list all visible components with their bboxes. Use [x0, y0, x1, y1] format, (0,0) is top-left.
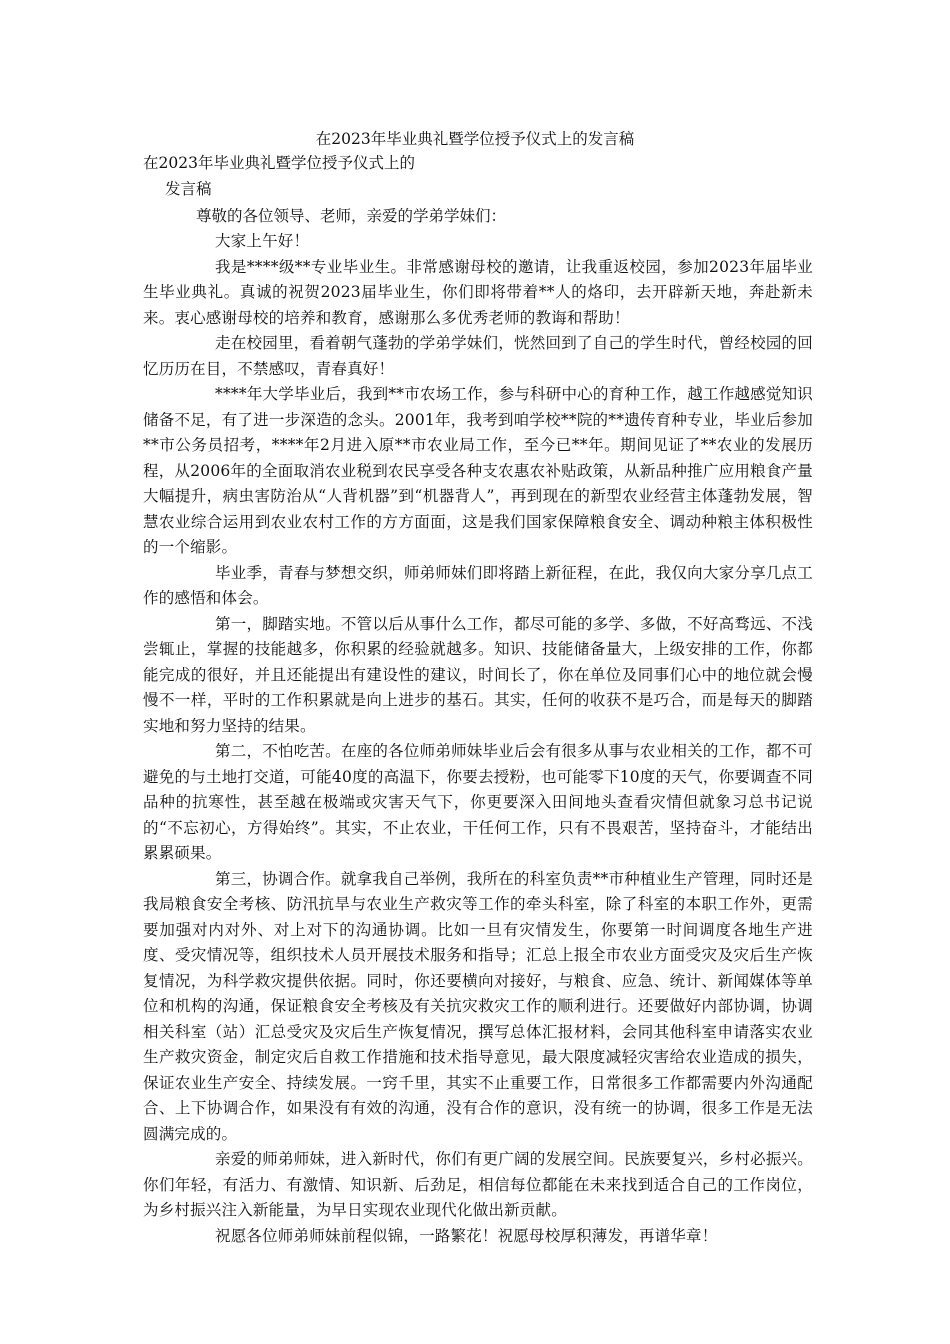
paragraph-closing-wishes: 祝愿各位师弟师妹前程似锦，一路繁花！祝愿母校厚积薄发，再谱华章！: [215, 1226, 718, 1245]
paragraph-encouragement: 亲爱的师弟师妹，进入新时代，你们有更广阔的发展空间。民族要复兴，乡村必振兴。你们年轻，有活力、有激情、知识新、后劲足，相信每位都能在未来找到适合自己的工作岗位，为乡村振兴注入新能量，为早日实现农业现代化做出新贡献。: [143, 1150, 813, 1219]
paragraph-point-three: 第三，协调合作。就拿我自己举例，我所在的科室负责**市种植业生产管理，同时还是我局粮食安全考核、防汛抗旱与农业生产救灾等工作的牵头科室，除了科室的本职工作外，更需要加强对内对外、对上对下的沟通协调。比如一旦有灾情发生，你要第一时间调度各地生产进度、受灾情况等，组织技术人员开展技术服务和指导；汇总上报全市农业方面受灾及灾后生产恢复情况，为科学救灾提供依据。同时，你还要横向对接好，与粮食、应急、统计、新闻媒体等单位和机构的沟通，保证粮食安全考核及有关抗灾救灾工作的顺利进行。还要做好内部协调，协调相关科室（站）汇总受灾及灾后生产恢复情况，撰写总体汇报材料，会同其他科室申请落实农业生产救灾资金，制定灾后自救工作措施和技术指导意见，最大限度减轻灾害给农业造成的损失，保证农业生产安全、持续发展。一窍千里，其实不止重要工作，日常很多工作都需要内外沟通配合、上下协调合作，如果没有有效的沟通，没有合作的意识，没有统一的协调，很多工作是无法圆满完成的。: [143, 869, 813, 1143]
subtitle-line-2: 发言稿: [165, 180, 212, 198]
subtitle-line-1: 在2023年毕业典礼暨学位授予仪式上的: [143, 154, 415, 172]
paragraph-point-one: 第一，脚踏实地。不管以后从事什么工作，都尽可能的多学、多做，不好高骛远、不浅尝辄止，掌握的技能越多，你积累的经验就越多。知识、技能储备量大，上级安排的工作，你都能完成的很好，并且还能提出有建设性的建议，时间长了，你在单位及同事们心中的地位就会慢慢不一样，平时的工作积累就是向上进步的基石。其实，任何的收获不是巧合，而是每天的脚踏实地和努力坚持的结果。: [143, 614, 813, 735]
paragraph-greeting: 大家上午好！: [215, 232, 310, 250]
document-title: 在2023年毕业典礼暨学位授予仪式上的发言稿: [315, 130, 635, 148]
paragraph-career-history: ****年大学毕业后，我到**市农场工作，参与科研中心的育种工作，越工作越感觉知识储备不足，有了进一步深造的念头。2001年，我考到咱学校**院的**遗传育种专业，毕业后参加**市公务员招考，****年2月进入原**市农业局工作，至今已**年。期间见证了**农业的发展历程，从2006年的全面取消农业税到农民享受各种支农惠农补贴政策，从新品种推广应用粮食产量大幅提升，病虫害防治从“人背机器”到“机器背人”，再到现在的新型农业经营主体蓬勃发展，智慧农业综合运用到农业农村工作的方方面面，这是我们国家保障粮食安全、调动种粮主体积极性的一个缩影。: [143, 385, 813, 556]
paragraph-sharing-intro: 毕业季，青春与梦想交织，师弟师妹们即将踏上新征程，在此，我仅向大家分享几点工作的感悟和体会。: [143, 563, 813, 607]
paragraph-point-two: 第二，不怕吃苦。在座的各位师弟师妹毕业后会有很多从事与农业相关的工作，都不可避免的与土地打交道，可能40度的高温下，你要去授粉，也可能零下10度的天气，你要调查不同品种的抗寒性，甚至越在极端或灾害天气下，你更要深入田间地头查看灾情但就象习总书记说的“不忘初心，方得始终”。其实，不止农业，干任何工作，只有不畏艰苦，坚持奋斗，才能结出累累硕果。: [143, 742, 813, 862]
speech-body: [143, 229, 813, 1249]
paragraph-campus-memory: 走在校园里，看着朝气蓬勃的学弟学妹们，恍然回到了自己的学生时代，曾经校园的回忆历历在目，不禁感叹，青春真好！: [143, 334, 813, 378]
paragraph-introduction: 我是****级**专业毕业生。非常感谢母校的邀请，让我重返校园，参加2023年届毕业生毕业典礼。真诚的祝贺2023届毕业生，你们即将带着**人的烙印，去开辟新天地，奔赴新未来。衷心感谢母校的培养和教育，感谢那么多优秀老师的教诲和帮助！: [143, 257, 813, 327]
salutation: 尊敬的各位领导、老师，亲爱的学弟学妹们：: [196, 207, 507, 225]
